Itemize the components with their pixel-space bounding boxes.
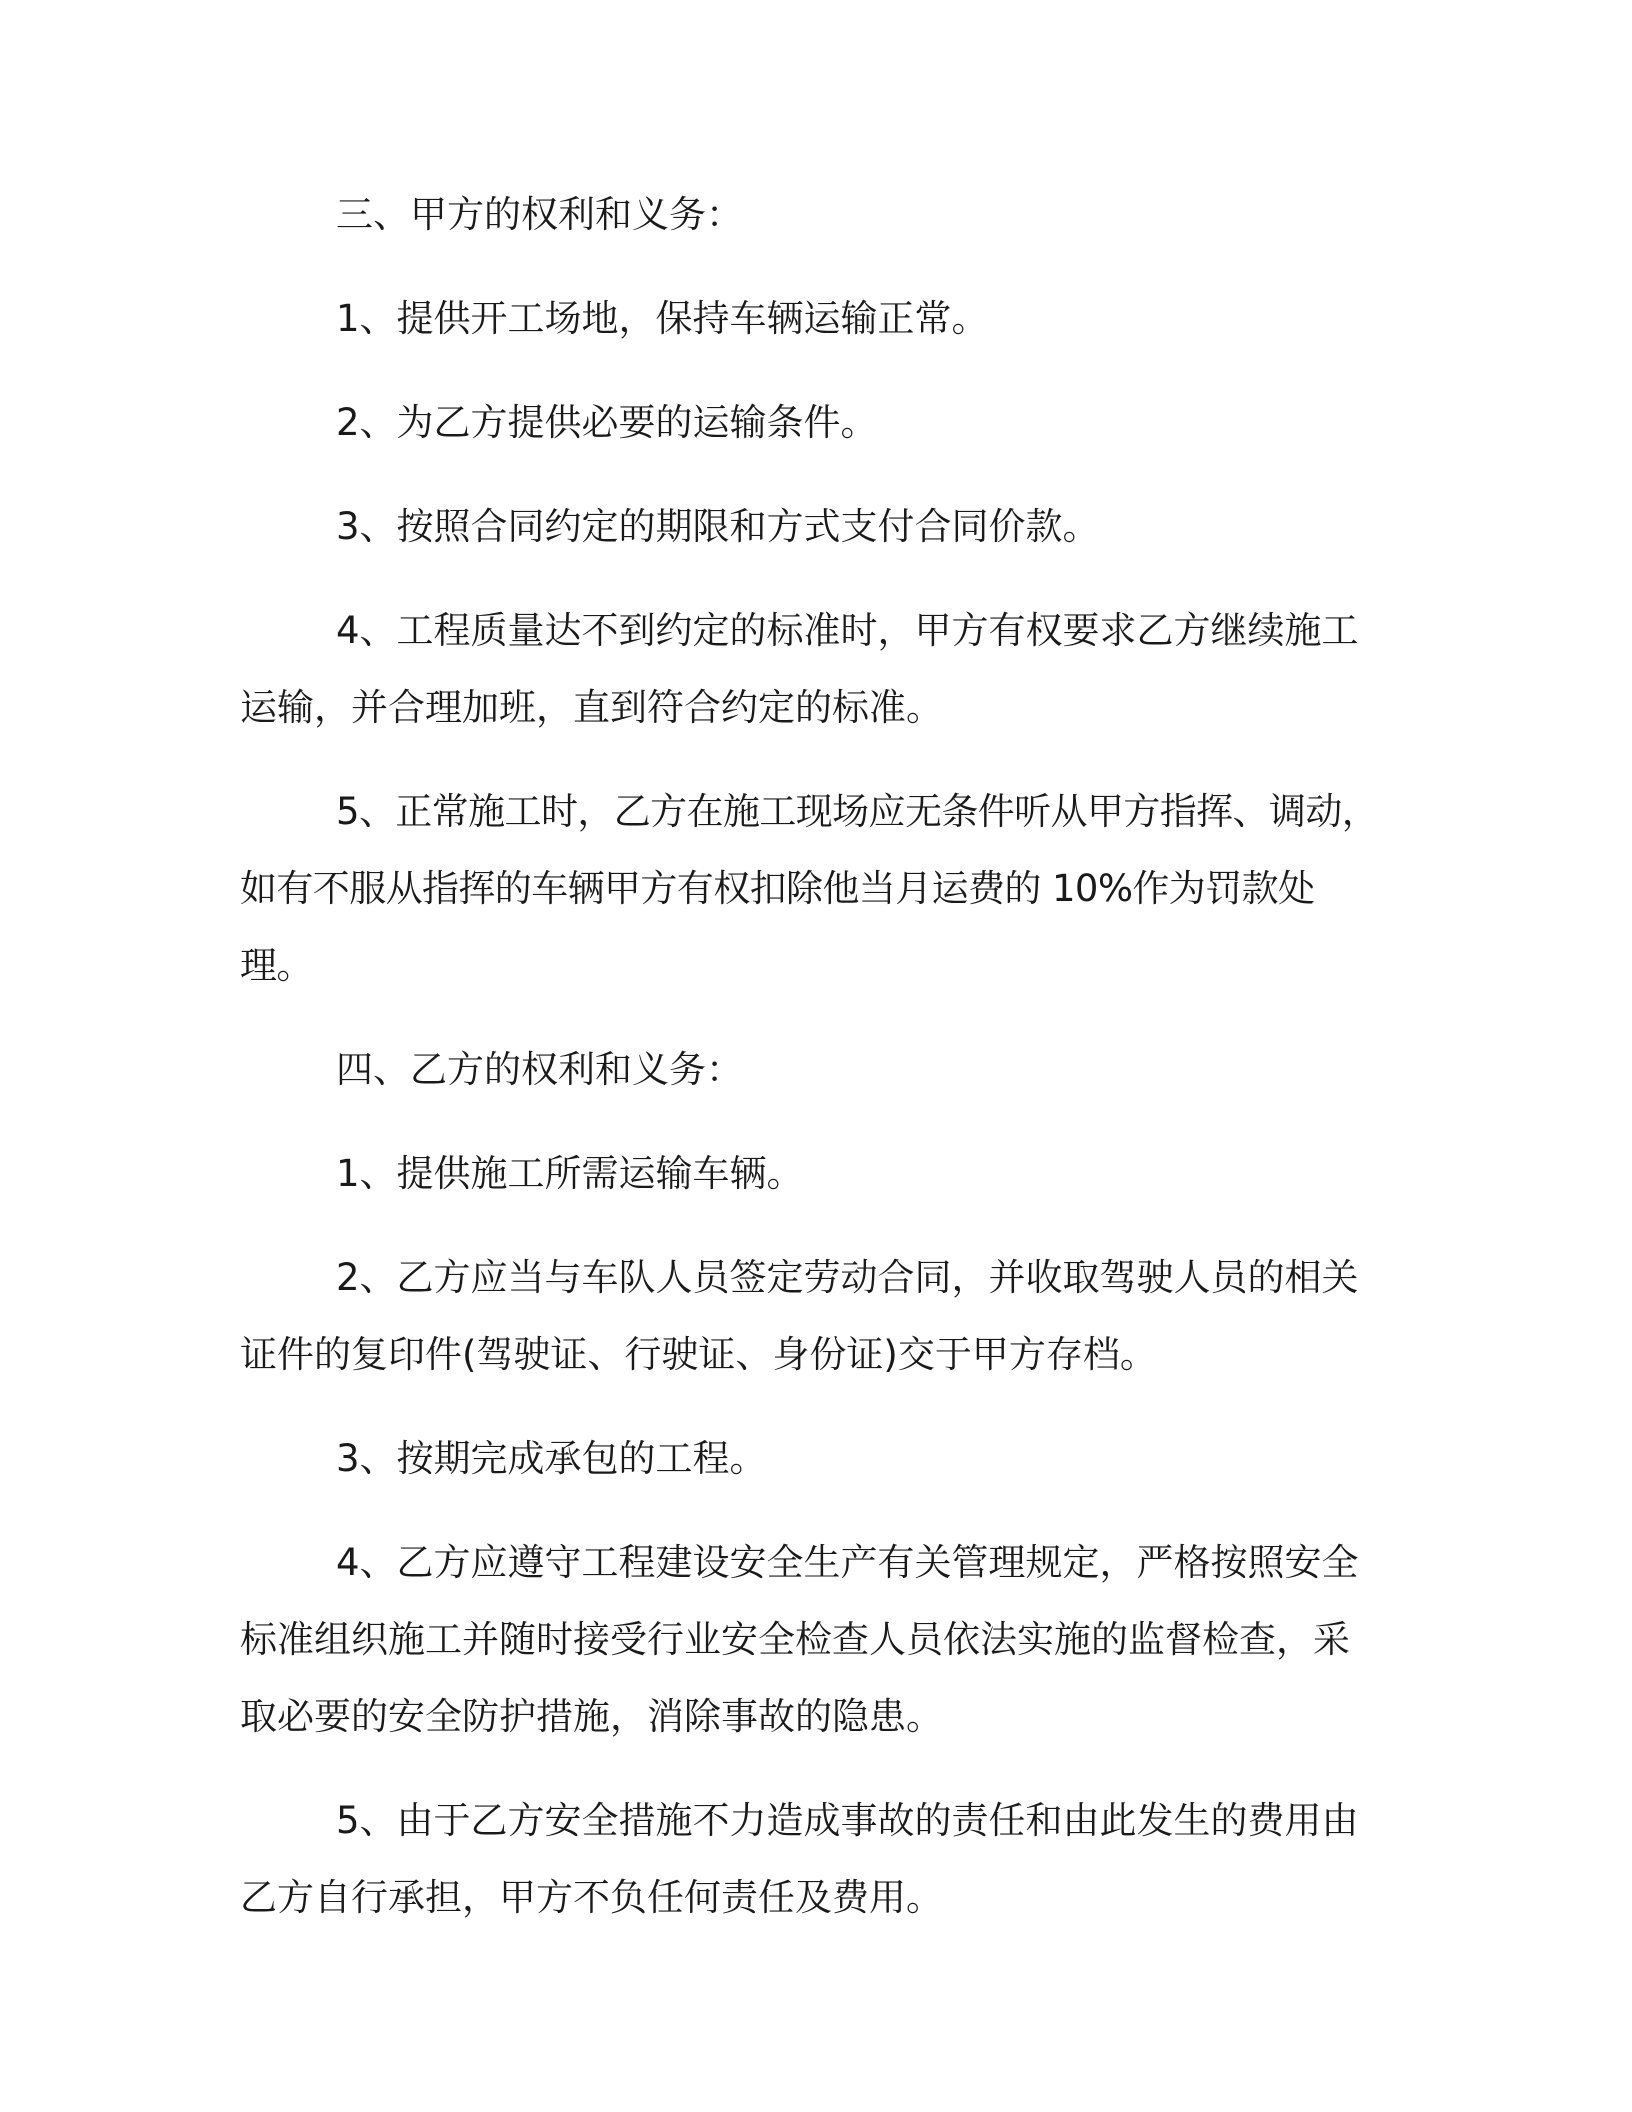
party-a-clause-3: 3、按照合同约定的期限和方式支付合同价款。 [336, 505, 1100, 548]
party-b-clause-1: 1、提供施工所需运输车辆。 [336, 1152, 804, 1195]
section-heading-party-b: 四、乙方的权利和义务： [336, 1048, 743, 1091]
document-body [240, 176, 1380, 1963]
party-b-clause-3: 3、按期完成承包的工程。 [336, 1437, 767, 1480]
party-a-clause-1: 1、提供开工场地，保持车辆运输正常。 [336, 297, 989, 340]
party-b-clause-2: 2、乙方应当与车队人员签定劳动合同，并收取驾驶人员的相关证件的复印件(驾驶证、行驶证、身份证)交于甲方存档。 [240, 1256, 1359, 1376]
party-a-clause-2: 2、为乙方提供必要的运输条件。 [336, 401, 878, 444]
party-a-clause-5: 5、正常施工时，乙方在施工现场应无条件听从甲方指挥、调动，如有不服从指挥的车辆甲方有权扣除他当月运费的 10%作为罚款处理。 [240, 790, 1379, 987]
party-b-clause-5: 5、由于乙方安全措施不力造成事故的责任和由此发生的费用由乙方自行承担，甲方不负任何责任及费用。 [240, 1799, 1359, 1919]
party-a-clause-4: 4、工程质量达不到约定的标准时，甲方有权要求乙方继续施工运输，并合理加班，直到符合约定的标准。 [240, 609, 1359, 729]
section-heading-party-a: 三、甲方的权利和义务： [336, 193, 743, 236]
party-b-clause-4: 4、乙方应遵守工程建设安全生产有关管理规定，严格按照安全标准组织施工并随时接受行业安全检查人员依法实施的监督检查，采取必要的安全防护措施，消除事故的隐患。 [240, 1541, 1359, 1738]
